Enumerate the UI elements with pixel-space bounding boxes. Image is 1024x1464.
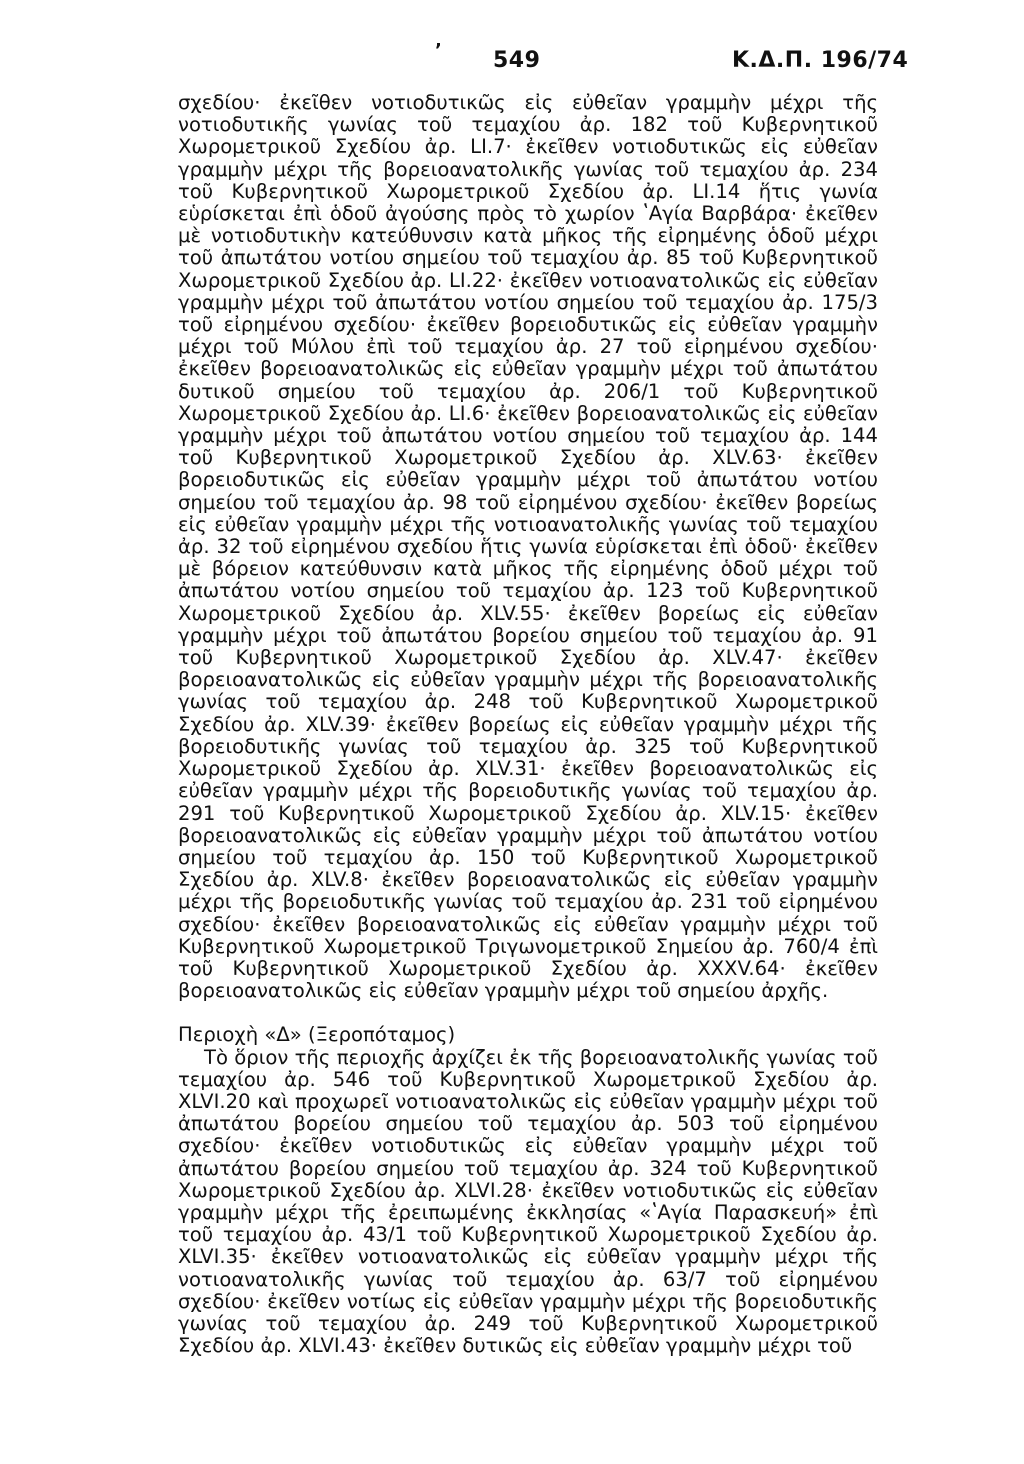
boundary-paragraph-2: Τὸ ὅριον τῆς περιοχῆς ἀρχίζει ἐκ τῆς βορειοανατολικῆς γωνίας τοῦ τεμαχίου ἀρ. 546 τοῦ Κυβερνητικοῦ Χωρομετρικοῦ Σχεδίου ἀρ. XLVI.20 καὶ προχωρεῖ νοτιοανατολικῶς εἰς εὐθεῖαν γραμμὴν μέχρι τοῦ ἀπωτάτου βορείου σημείου τοῦ τεμαχίου ἀρ. 503 τοῦ εἰρημένου σχεδίου· ἐκεῖθεν νοτιοδυτικῶς εἰς εὐθεῖαν γραμμὴν μέχρι τοῦ ἀπωτάτου βορείου σημείου τοῦ τεμαχίου ἀρ. 324 τοῦ Κυβερνητικοῦ Χωρομετρικοῦ Σχεδίου ἀρ. XLVI.28· ἐκεῖθεν νοτιοδυτικῶς εἰς εὐθεῖαν γραμμὴν μέχρι τῆς ἐρειπωμένης ἐκκλησίας «ʽΑγία Παρασκευή» ἐπὶ τοῦ τεμαχίου ἀρ. 43/1 τοῦ Κυβερνητικοῦ Χωρομετρικοῦ Σχεδίου ἀρ. XLVI.35· ἐκεῖθεν νοτιοανατολικῶς εἰς εὐθεῖαν γραμμὴν μέχρι τῆς νοτιοανατολικῆς γωνίας τοῦ τεμαχίου ἀρ. 63/7 τοῦ εἰρημένου σχεδίου· ἐκεῖθεν νοτίως εἰς εὐθεῖαν γραμμὴν μέχρι τῆς βορειοδυτικῆς γωνίας τοῦ τεμαχίου ἀρ. 249 τοῦ Κυβερνητικοῦ Χωρομετρικοῦ Σχεδίου ἀρ. XLVI.43· ἐκεῖθεν δυτικῶς εἰς εὐθεῖαν γραμμὴν μέχρι τοῦ: [178, 1045, 878, 1358]
document-reference: Κ.Δ.Π. 196/74: [732, 48, 909, 73]
section-heading: Περιοχὴ «Δ» (Ξεροπόταμος): [178, 1023, 456, 1047]
boundary-paragraph: σχεδίου· ἐκεῖθεν νοτιοδυτικῶς εἰς εὐθεῖαν γραμμὴν μέχρι τῆς νοτιοδυτικῆς γωνίας τοῦ τεμαχίου ἀρ. 182 τοῦ Κυβερνητικοῦ Χωρομετρικοῦ Σχεδίου ἀρ. LI.7· ἐκεῖθεν νοτιοδυτικῶς εἰς εὐθεῖαν γραμμὴν μέχρι τῆς βορειοανατολικῆς γωνίας τοῦ τεμαχίου ἀρ. 234 τοῦ Κυβερνητικοῦ Χωρομετρικοῦ Σχεδίου ἀρ. LI.14 ἥτις γωνία εὑρίσκεται ἐπὶ ὁδοῦ ἀγούσης πρὸς τὸ χωρίον ʽΑγία Βαρβάρα· ἐκεῖθεν μὲ νοτιοδυτικὴν κατεύθυνσιν κατὰ μῆκος τῆς εἰρημένης ὁδοῦ μέχρι τοῦ ἀπωτάτου νοτίου σημείου τοῦ τεμαχίου ἀρ. 85 τοῦ Κυβερνητικοῦ Χωρομετρικοῦ Σχεδίου ἀρ. LI.22· ἐκεῖθεν νοτιοανατολικῶς εἰς εὐθεῖαν γραμμὴν μέχρι τοῦ ἀπωτάτου νοτίου σημείου τοῦ τεμαχίου ἀρ. 175/3 τοῦ εἰρημένου σχεδίου· ἐκεῖθεν βορειοδυτικῶς εἰς εὐθεῖαν γραμμὴν μέχρι τοῦ Μύλου ἐπὶ τοῦ τεμαχίου ἀρ. 27 τοῦ εἰρημένου σχεδίου· ἐκεῖθεν βορειοανατολικῶς εἰς εὐθεῖαν γραμμὴν μέχρι τοῦ ἀπωτάτου δυτικοῦ σημείου τοῦ τεμαχίου ἀρ. 206/1 τοῦ Κυβερνητικοῦ Χωρομετρικοῦ Σχεδίου ἀρ. LI.6· ἐκεῖθεν βορειοανατολικῶς εἰς εὐθεῖαν γραμμὴν μέχρι τοῦ ἀπωτάτου νοτίου σημείου τοῦ τεμαχίου ἀρ. 144 τοῦ Κυβερνητικοῦ Χωρομετρικοῦ Σχεδίου ἀρ. XLV.63· ἐκεῖθεν βορειοδυτικῶς εἰς εὐθεῖαν γραμμὴν μέχρι τοῦ ἀπωτάτου νοτίου σημείου τοῦ τεμαχίου ἀρ. 98 τοῦ εἰρημένου σχεδίου· ἐκεῖθεν βορείως εἰς εὐθεῖαν γραμμὴν μέχρι τῆς νοτιοανατολικῆς γωνίας τοῦ τεμαχίου ἀρ. 32 τοῦ εἰρημένου σχεδίου ἥτις γωνία εὑρίσκεται ἐπὶ ὁδοῦ· ἐκεῖθεν μὲ βόρειον κατεύθυνσιν κατὰ μῆκος τῆς εἰρημένης ὁδοῦ μέχρι τοῦ ἀπωτάτου νοτίου σημείου τοῦ τεμαχίου ἀρ. 123 τοῦ Κυβερνητικοῦ Χωρομετρικοῦ Σχεδίου ἀρ. XLV.55· ἐκεῖθεν βορείως εἰς εὐθεῖαν γραμμὴν μέχρι τοῦ ἀπωτάτου βορείου σημείου τοῦ τεμαχίου ἀρ. 91 τοῦ Κυβερνητικοῦ Χωρομετρικοῦ Σχεδίου ἀρ. XLV.47· ἐκεῖθεν βορειοανατολικῶς εἰς εὐθεῖαν γραμμὴν μέχρι τῆς βορειοανατολικῆς γωνίας τοῦ τεμαχίου ἀρ. 248 τοῦ Κυβερνητικοῦ Χωρομετρικοῦ Σχεδίου ἀρ. XLV.39· ἐκεῖθεν βορείως εἰς εὐθεῖαν γραμμὴν μέχρι τῆς βορειοδυτικῆς γωνίας τοῦ τεμαχίου ἀρ. 325 τοῦ Κυβερνητικοῦ Χωρομετρικοῦ Σχεδίου ἀρ. XLV.31· ἐκεῖθεν βορειοανατολικῶς εἰς εὐθεῖαν γραμμὴν μέχρι τῆς βορειοδυτικῆς γωνίας τοῦ τεμαχίου ἀρ. 291 τοῦ Κυβερνητικοῦ Χωρομετρικοῦ Σχεδίου ἀρ. XLV.15· ἐκεῖθεν βορειοανατολικῶς εἰς εὐθεῖαν γραμμὴν μέχρι τοῦ ἀπωτάτου νοτίου σημείου τοῦ τεμαχίου ἀρ. 150 τοῦ Κυβερνητικοῦ Χωρομετρικοῦ Σχεδίου ἀρ. XLV.8· ἐκεῖθεν βορειοανατολικῶς εἰς εὐθεῖαν γραμμὴν μέχρι τῆς βορειοδυτικῆς γωνίας τοῦ τεμαχίου ἀρ. 231 τοῦ εἰρημένου σχεδίου· ἐκεῖθεν βορειοανατολικῶς εἰς εὐθεῖαν γραμμὴν μέχρι τοῦ Κυβερνητικοῦ Χωρομετρικοῦ Τριγωνομετρικοῦ Σημείου ἀρ. 760/4 ἐπὶ τοῦ Κυβερνητικοῦ Χωρομετρικοῦ Σχεδίου ἀρ. XXXV.64· ἐκεῖθεν βορειοανατολικῶς εἰς εὐθεῖαν γραμμὴν μέχρι τοῦ σημείου ἀρχῆς.: [178, 91, 878, 1003]
page-header: [0, 40, 1024, 80]
page-number: 549: [493, 48, 541, 73]
scan-mark: ʼ: [435, 40, 442, 61]
body-text: [178, 92, 878, 1357]
